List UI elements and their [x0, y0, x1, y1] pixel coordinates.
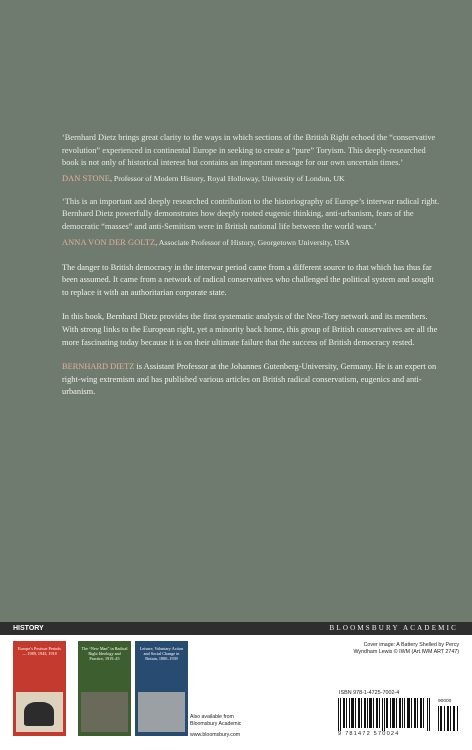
quote-attribution — [62, 237, 442, 248]
related-book-cover-3 — [135, 641, 188, 736]
author-bio-text: is Assistant Professor at the Johannes Gutenberg-University, Germany. He is an expert on right-wing extremism and has published various articles on British radical conservatism, eugenics and anti-urbanism. — [62, 362, 437, 397]
also-available-line: Bloomsbury Academic — [190, 721, 242, 727]
book-cover-image — [16, 692, 63, 732]
cover-credit-line: Wyndham Lewis © IWM (Art.IWM ART 2747) — [353, 649, 459, 655]
cover-credit-line: Cover image: A Battery Shelled by Percy — [363, 642, 459, 648]
barcode-digits: 9 781472 570024 — [338, 731, 400, 737]
endorsement-quote-1 — [62, 132, 442, 184]
cover-credit — [339, 642, 459, 656]
category-label: HISTORY — [13, 625, 44, 632]
text-column — [62, 132, 442, 411]
book-title: Europe’s Postwar Periods — 1989, 1945, 1918 — [17, 646, 62, 656]
endorsement-quote-2 — [62, 196, 442, 248]
publisher-name: BLOOMSBURY ACADEMIC — [329, 624, 458, 632]
related-book-cover-2 — [78, 641, 131, 736]
book-cover-image — [81, 692, 128, 732]
isbn-label: ISBN 978-1-4725-7002-4 — [339, 690, 400, 696]
author-name: BERNHARD DIETZ — [62, 362, 135, 372]
author-bio — [62, 361, 442, 399]
endorser-name: DAN STONE — [62, 173, 110, 183]
blurb — [62, 262, 442, 399]
barcode-addon — [438, 706, 460, 731]
barcode-addon-digits: 90000 — [438, 699, 452, 704]
also-available-note — [190, 714, 241, 728]
publisher-website: www.bloomsbury.com — [190, 732, 241, 738]
category-bar — [0, 622, 472, 635]
endorser-name: ANNA VON DER GOLTZ — [62, 237, 156, 247]
book-cover-image — [138, 692, 185, 732]
barcode — [338, 698, 432, 731]
quote-attribution — [62, 173, 442, 184]
related-book-cover-1 — [13, 641, 66, 736]
quote-text: ‘This is an important and deeply researched contribution to the historiography of Europe’s interwar radical right. Bernhard Dietz powerfully demonstrates how deeply rooted eugenic thinking, anti-urbanism, fears of the democratic “masses” and anti-Semitism were in British national life between the world wars.’ — [62, 196, 440, 231]
footer-panel — [0, 622, 472, 750]
endorser-role: , Associate Professor of History, Georgetown University, USA — [155, 237, 350, 247]
quote-text: ‘Bernhard Dietz brings great clarity to the ways in which sections of the British Right echoed the “conservative revolution” experienced in continental Europe in seeking to create a “pure” Toryism. This deeply-researched book is not only of historical interest but contains an important message for our own uncertain times.’ — [62, 133, 436, 168]
also-available-line: Also available from — [190, 714, 234, 720]
book-title: Leisure, Voluntary Action and Social Change in Britain, 1880–1939 — [139, 646, 184, 661]
book-title: The “New Man” in Radical Right Ideology and Practice, 1919–45 — [81, 646, 128, 661]
blurb-paragraph: The danger to British democracy in the interwar period came from a different source to that which has thus far been assumed. It came from a network of radical conservatives who challenged the political system and sought to replace it with an authoritarian corporate state. — [62, 262, 434, 297]
blurb-paragraph: In this book, Bernhard Dietz provides the first systematic analysis of the Neo-Tory network and its members. With strong links to the European right, yet a minority back home, this group of British conservatives are all the more fascinating today because it is on their ultimate failure that the success of British democracy rested. — [62, 312, 438, 347]
endorser-role: , Professor of Modern History, Royal Holloway, University of London, UK — [109, 173, 345, 183]
